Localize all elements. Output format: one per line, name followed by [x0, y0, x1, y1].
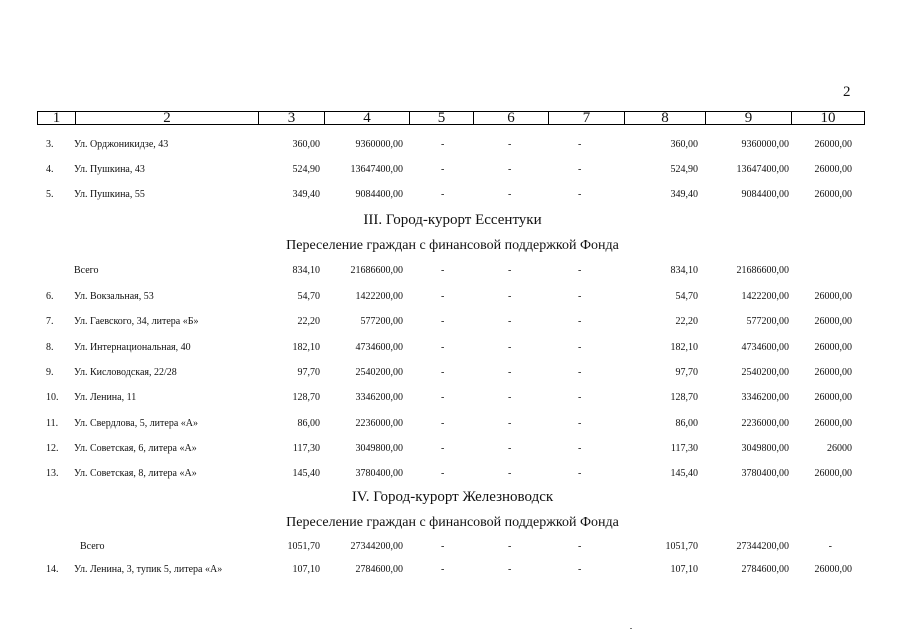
- table-row: [0, 137, 905, 153]
- col6-value: -: [508, 316, 512, 327]
- table-row: [0, 365, 905, 381]
- col7-value: -: [578, 164, 582, 175]
- col8-value: 182,10: [670, 342, 698, 353]
- col9-value: 21686600,00: [736, 265, 789, 276]
- col6-value: -: [508, 418, 512, 429]
- col5-value: -: [441, 342, 445, 353]
- col6-value: -: [508, 139, 512, 150]
- col9-value: 3346200,00: [741, 392, 789, 403]
- col9-value: 577200,00: [746, 316, 789, 327]
- col6-value: -: [508, 392, 512, 403]
- col6-value: -: [508, 443, 512, 454]
- header-col-6: 6: [474, 112, 549, 124]
- address: Ул. Кисловодская, 22/28: [74, 367, 177, 378]
- col7-value: -: [578, 189, 582, 200]
- col7-value: -: [578, 418, 582, 429]
- total-row: [0, 539, 905, 555]
- header-col-3: 3: [259, 112, 325, 124]
- col9-value: 1422200,00: [741, 291, 789, 302]
- row-number: 8.: [46, 342, 54, 353]
- section-subtitle: Переселение граждан с финансовой поддержкой Фонда: [286, 238, 619, 253]
- col9-value: 9084400,00: [741, 189, 789, 200]
- col9-value: 4734600,00: [741, 342, 789, 353]
- section-title: III. Город-курорт Ессентуки: [363, 212, 542, 228]
- col5-value: -: [441, 418, 445, 429]
- col3-value: 128,70: [292, 392, 320, 403]
- col9-value: 13647400,00: [736, 164, 789, 175]
- col4-value: 577200,00: [360, 316, 403, 327]
- col7-value: -: [578, 468, 582, 479]
- col6-value: -: [508, 541, 512, 552]
- col4-value: 2236000,00: [355, 418, 403, 429]
- col3-value: 97,70: [297, 367, 320, 378]
- address: Ул. Вокзальная, 53: [74, 291, 154, 302]
- col8-value: 117,30: [670, 443, 698, 454]
- row-number: 6.: [46, 291, 54, 302]
- col5-value: -: [441, 189, 445, 200]
- col4-value: 27344200,00: [350, 541, 403, 552]
- table-row: [0, 441, 905, 457]
- row-number: 12.: [46, 443, 59, 454]
- col10-value: 26000,00: [814, 418, 852, 429]
- col4-value: 2784600,00: [355, 564, 403, 575]
- col7-value: -: [578, 265, 582, 276]
- col4-value: 2540200,00: [355, 367, 403, 378]
- row-number: 7.: [46, 316, 54, 327]
- col4-value: 3346200,00: [355, 392, 403, 403]
- col3-value: 182,10: [292, 342, 320, 353]
- col4-value: 4734600,00: [355, 342, 403, 353]
- total-row: [0, 263, 905, 279]
- col7-value: -: [578, 367, 582, 378]
- row-number: 10.: [46, 392, 59, 403]
- table-row: [0, 466, 905, 482]
- row-number: 11.: [46, 418, 59, 429]
- col9-value: 27344200,00: [736, 541, 789, 552]
- col5-value: -: [441, 316, 445, 327]
- col7-value: -: [578, 541, 582, 552]
- col5-value: -: [441, 443, 445, 454]
- table-row: [0, 314, 905, 330]
- col5-value: -: [441, 265, 445, 276]
- col4-value: 9084400,00: [355, 189, 403, 200]
- col5-value: -: [441, 541, 445, 552]
- col5-value: -: [441, 291, 445, 302]
- col8-value: 128,70: [670, 392, 698, 403]
- col7-value: -: [578, 139, 582, 150]
- address: Ул. Пушкина, 55: [74, 189, 145, 200]
- row-number: 14.: [46, 564, 59, 575]
- col9-value: 2236000,00: [741, 418, 789, 429]
- col10-value: 26000: [827, 443, 852, 454]
- col8-value: 524,90: [670, 164, 698, 175]
- col5-value: -: [441, 164, 445, 175]
- col3-value: 107,10: [292, 564, 320, 575]
- col10-value: 26000,00: [814, 392, 852, 403]
- table-row: [0, 390, 905, 406]
- row-number: 4.: [46, 164, 54, 175]
- scan-speck: [630, 628, 632, 629]
- row-number: 5.: [46, 189, 54, 200]
- table-row: [0, 187, 905, 203]
- address: Ул. Пушкина, 43: [74, 164, 145, 175]
- col6-value: -: [508, 164, 512, 175]
- col3-value: 54,70: [297, 291, 320, 302]
- col10-value: 26000,00: [814, 291, 852, 302]
- col10-value: 26000,00: [814, 468, 852, 479]
- header-col-5: 5: [410, 112, 474, 124]
- col7-value: -: [578, 564, 582, 575]
- row-number: 3.: [46, 139, 54, 150]
- col7-value: -: [578, 443, 582, 454]
- col3-value: 360,00: [292, 139, 320, 150]
- col7-value: -: [578, 291, 582, 302]
- col8-value: 145,40: [670, 468, 698, 479]
- col4-value: 3780400,00: [355, 468, 403, 479]
- header-col-8: 8: [625, 112, 706, 124]
- col5-value: -: [441, 564, 445, 575]
- col10-value: 26000,00: [814, 342, 852, 353]
- col4-value: 21686600,00: [350, 265, 403, 276]
- col5-value: -: [441, 139, 445, 150]
- col10-value: 26000,00: [814, 139, 852, 150]
- col3-value: 834,10: [292, 265, 320, 276]
- page-number: 2: [843, 84, 851, 100]
- col10-value: 26000,00: [814, 164, 852, 175]
- address: Ул. Свердлова, 5, литера «А»: [74, 418, 198, 429]
- row-number: 13.: [46, 468, 59, 479]
- col3-value: 117,30: [292, 443, 320, 454]
- col10-value: 26000,00: [814, 189, 852, 200]
- row-number: 9.: [46, 367, 54, 378]
- col4-value: 9360000,00: [355, 139, 403, 150]
- table-row: [0, 162, 905, 178]
- col6-value: -: [508, 291, 512, 302]
- col9-value: 3780400,00: [741, 468, 789, 479]
- table-row: [0, 340, 905, 356]
- col9-value: 2784600,00: [741, 564, 789, 575]
- col10-value: 26000,00: [814, 367, 852, 378]
- header-col-4: 4: [325, 112, 410, 124]
- total-label: Всего: [74, 265, 99, 276]
- col5-value: -: [441, 468, 445, 479]
- col6-value: -: [508, 342, 512, 353]
- col3-value: 1051,70: [287, 541, 320, 552]
- col8-value: 86,00: [675, 418, 698, 429]
- col9-value: 2540200,00: [741, 367, 789, 378]
- column-header-row: [37, 111, 865, 125]
- table-row: [0, 289, 905, 305]
- address: Ул. Советская, 8, литера «А»: [74, 468, 197, 479]
- col9-value: 9360000,00: [741, 139, 789, 150]
- col8-value: 834,10: [670, 265, 698, 276]
- col3-value: 145,40: [292, 468, 320, 479]
- col8-value: 97,70: [675, 367, 698, 378]
- col5-value: -: [441, 392, 445, 403]
- col10-value: 26000,00: [814, 316, 852, 327]
- address: Ул. Советская, 6, литера «А»: [74, 443, 197, 454]
- col10-value: -: [828, 541, 832, 552]
- col3-value: 524,90: [292, 164, 320, 175]
- col8-value: 54,70: [675, 291, 698, 302]
- col9-value: 3049800,00: [741, 443, 789, 454]
- col3-value: 349,40: [292, 189, 320, 200]
- col8-value: 349,40: [670, 189, 698, 200]
- address: Ул. Орджоникидзе, 43: [74, 139, 169, 150]
- col6-value: -: [508, 564, 512, 575]
- col7-value: -: [578, 392, 582, 403]
- col5-value: -: [441, 367, 445, 378]
- address: Ул. Ленина, 11: [74, 392, 137, 403]
- header-col-1: 1: [38, 112, 76, 124]
- col4-value: 3049800,00: [355, 443, 403, 454]
- header-col-10: 10: [820, 110, 836, 126]
- col4-value: 1422200,00: [355, 291, 403, 302]
- col6-value: -: [508, 189, 512, 200]
- col3-value: 86,00: [297, 418, 320, 429]
- col4-value: 13647400,00: [350, 164, 403, 175]
- header-col-7: 7: [549, 112, 625, 124]
- address: Ул. Ленина, 3, тупик 5, литера «А»: [74, 564, 223, 575]
- section-subtitle: Переселение граждан с финансовой поддержкой Фонда: [286, 515, 619, 530]
- col6-value: -: [508, 265, 512, 276]
- table-row: [0, 562, 905, 578]
- header-col-9: 9: [706, 112, 792, 124]
- col8-value: 22,20: [675, 316, 698, 327]
- col8-value: 360,00: [670, 139, 698, 150]
- col7-value: -: [578, 342, 582, 353]
- col8-value: 107,10: [670, 564, 698, 575]
- col3-value: 22,20: [297, 316, 320, 327]
- table-row: [0, 416, 905, 432]
- address: Ул. Интернациональная, 40: [74, 342, 191, 353]
- section-title: IV. Город-курорт Железноводск: [351, 489, 554, 505]
- col6-value: -: [508, 468, 512, 479]
- col6-value: -: [508, 367, 512, 378]
- col7-value: -: [578, 316, 582, 327]
- header-col-2: 2: [76, 112, 259, 124]
- total-label: Всего: [80, 541, 105, 552]
- col8-value: 1051,70: [665, 541, 698, 552]
- col10-value: 26000,00: [814, 564, 852, 575]
- address: Ул. Гаевского, 34, литера «Б»: [74, 316, 199, 327]
